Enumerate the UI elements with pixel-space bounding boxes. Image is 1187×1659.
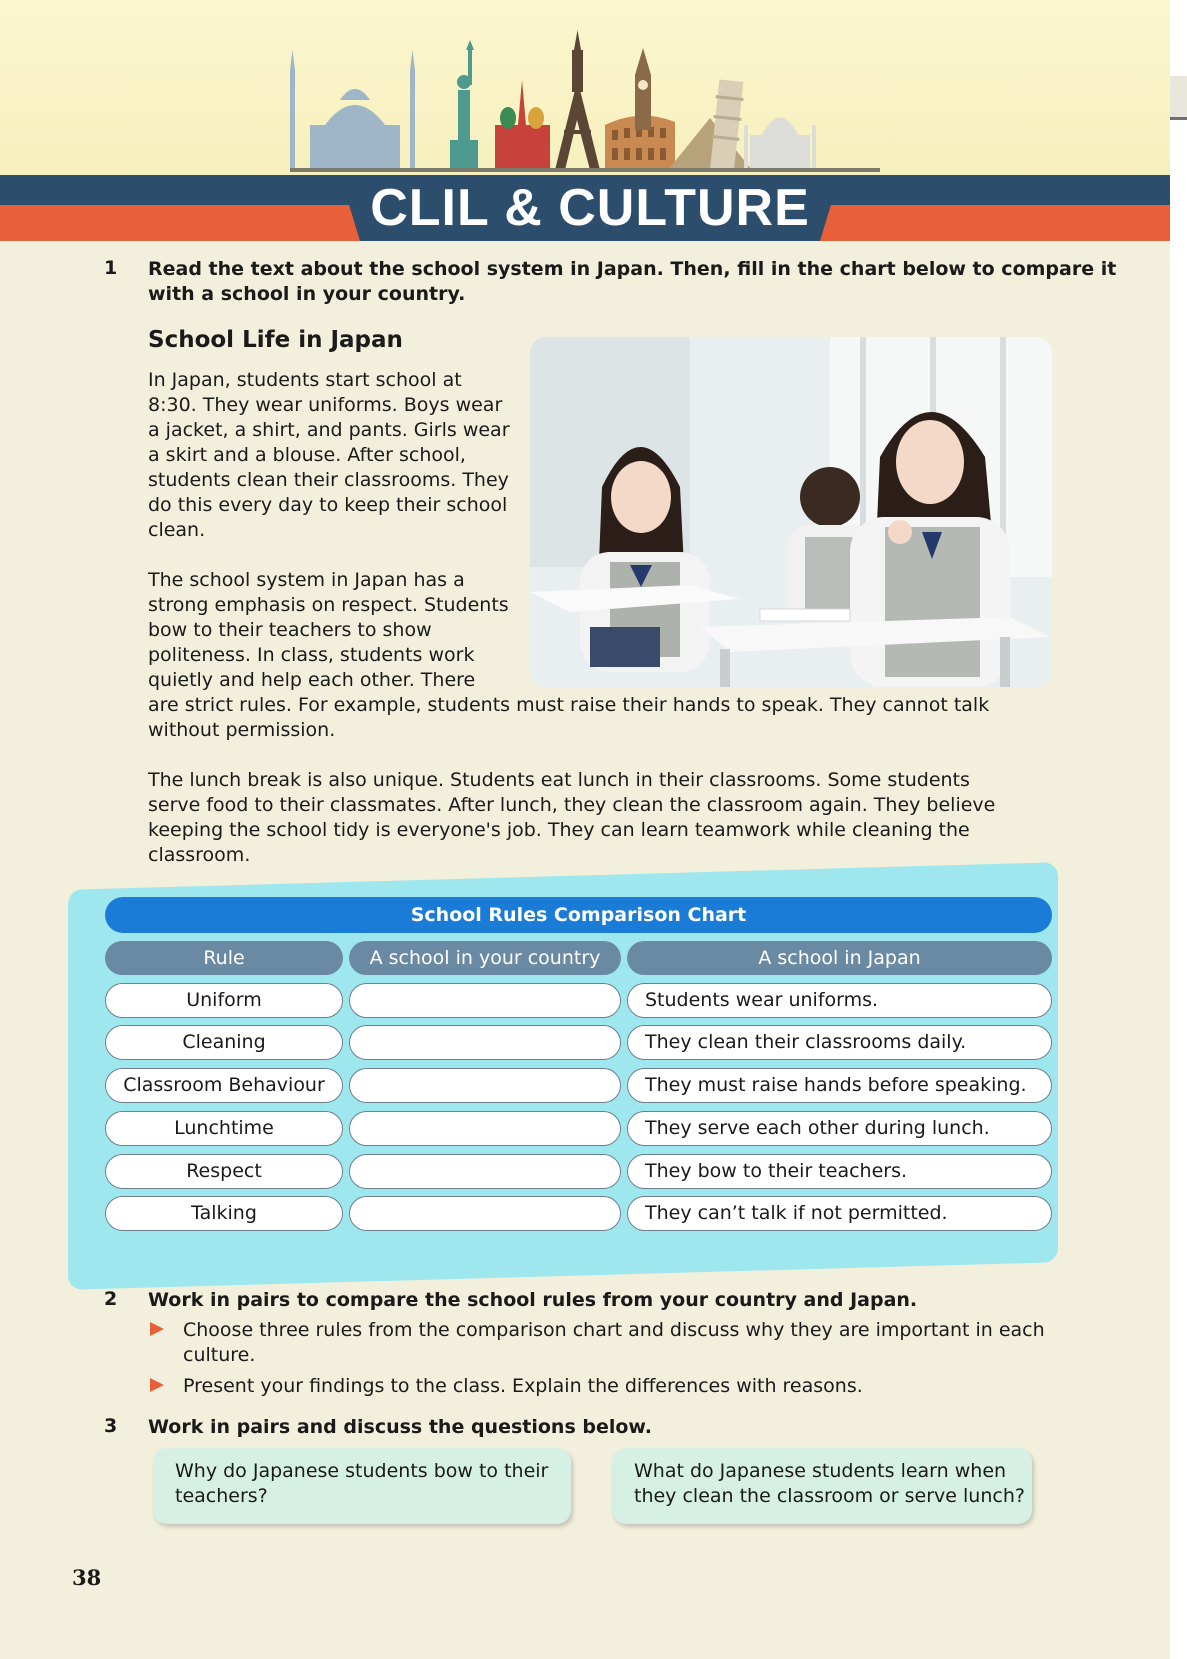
text-line: do this every day to keep their school (148, 494, 508, 516)
text-line: bow to their teachers to show (148, 619, 432, 641)
task-number: 3 (104, 1415, 118, 1437)
japan-cell: Students wear uniforms. (627, 983, 1052, 1018)
discussion-question (153, 1448, 571, 1524)
text-line: strong emphasis on respect. Students (148, 594, 509, 616)
japan-cell: They can’t talk if not permitted. (627, 1196, 1052, 1231)
text-line: students clean their classrooms. They (148, 469, 509, 491)
column-header-rule: Rule (105, 941, 343, 975)
text-line: a jacket, a shirt, and pants. Girls wear (148, 419, 510, 441)
reading-title: School Life in Japan (148, 327, 403, 353)
rule-cell: Classroom Behaviour (105, 1068, 343, 1103)
text-line: Choose three rules from the comparison chart and discuss why they are important in each (183, 1319, 1045, 1341)
text-line: politeness. In class, students work (148, 644, 475, 666)
japan-cell: They serve each other during lunch. (627, 1111, 1052, 1146)
your-country-answer-field[interactable] (349, 1068, 621, 1103)
column-header-japan: A school in Japan (627, 941, 1052, 975)
text-line: are strict rules. For example, students must raise their hands to speak. They cannot talk (148, 694, 990, 716)
text-line: serve food to their classmates. After lunch, they clean the classroom again. They believe (148, 794, 996, 816)
text-line: The school system in Japan has a (148, 569, 465, 591)
page-title: CLIL & CULTURE (370, 179, 810, 237)
text-line: they clean the classroom or serve lunch? (634, 1485, 1025, 1507)
your-country-answer-field[interactable] (349, 1154, 621, 1189)
your-country-answer-field[interactable] (349, 1111, 621, 1146)
page-tab-marker (1170, 76, 1187, 120)
bullet-text (183, 1318, 1045, 1368)
page-edge (1170, 0, 1187, 1659)
classroom-photo (530, 337, 1052, 687)
task-instruction-line: Read the text about the school system in Japan. Then, fill in the chart below to compare it (148, 258, 1117, 280)
reading-paragraph (148, 368, 510, 543)
triangle-arrow-icon (150, 1322, 164, 1336)
page-number: 38 (72, 1565, 102, 1590)
task-instruction-line: with a school in your country. (148, 283, 466, 305)
text-line: In Japan, students start school at (148, 369, 462, 391)
japan-cell: They bow to their teachers. (627, 1154, 1052, 1189)
rule-cell: Uniform (105, 983, 343, 1018)
text-line: clean. (148, 519, 206, 541)
text-line: What do Japanese students learn when (634, 1460, 1007, 1482)
text-line: Why do Japanese students bow to their (175, 1460, 549, 1482)
text-line: a skirt and a blouse. After school, (148, 444, 466, 466)
reading-paragraph (148, 768, 995, 868)
text-line: without permission. (148, 719, 336, 741)
rule-cell: Respect (105, 1154, 343, 1189)
text-line: keeping the school tidy is everyone's job. They can learn teamwork while cleaning the (148, 819, 970, 841)
text-line: classroom. (148, 844, 251, 866)
your-country-answer-field[interactable] (349, 983, 621, 1018)
japan-cell: They must raise hands before speaking. (627, 1068, 1052, 1103)
task-instruction: Work in pairs and discuss the questions below. (148, 1416, 652, 1438)
chart-title: School Rules Comparison Chart (105, 897, 1052, 933)
task-number: 2 (104, 1288, 118, 1310)
rule-cell: Lunchtime (105, 1111, 343, 1146)
text-line: teachers? (175, 1485, 268, 1507)
text-line: 8:30. They wear uniforms. Boys wear (148, 394, 503, 416)
your-country-answer-field[interactable] (349, 1025, 621, 1060)
your-country-answer-field[interactable] (349, 1196, 621, 1231)
rule-cell: Talking (105, 1196, 343, 1231)
triangle-arrow-icon (150, 1378, 164, 1392)
text-line: The lunch break is also unique. Students eat lunch in their classrooms. Some students (148, 769, 970, 791)
bullet-text: Present your findings to the class. Explain the differences with reasons. (183, 1375, 863, 1397)
text-line: quietly and help each other. There (148, 669, 476, 691)
japan-cell: They clean their classrooms daily. (627, 1025, 1052, 1060)
world-landmarks-skyline (290, 30, 880, 180)
column-header-your-country: A school in your country (349, 941, 621, 975)
task-number: 1 (104, 257, 118, 279)
text-line: culture. (183, 1344, 256, 1366)
task-instruction: Work in pairs to compare the school rules from your country and Japan. (148, 1289, 918, 1311)
rule-cell: Cleaning (105, 1025, 343, 1060)
discussion-question (612, 1448, 1032, 1524)
